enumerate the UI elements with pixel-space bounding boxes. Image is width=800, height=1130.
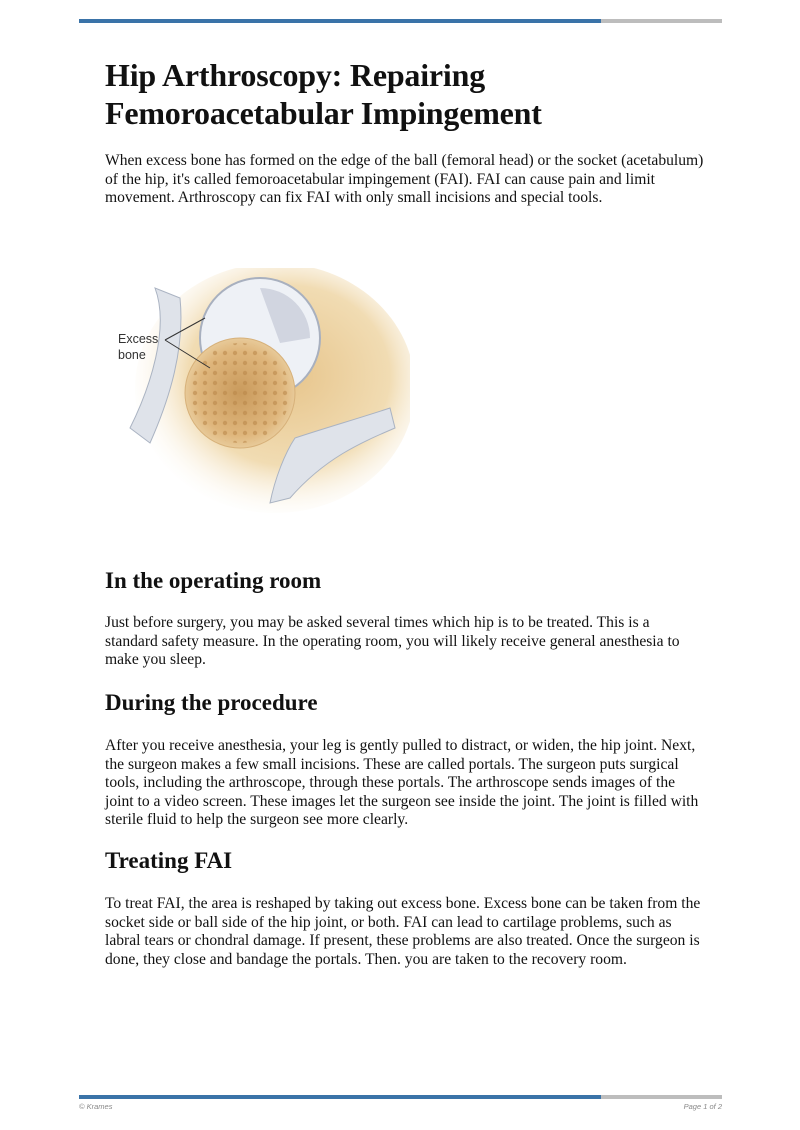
section-heading-operating-room: In the operating room [105, 568, 322, 593]
hip-joint-illustration [110, 268, 410, 538]
footer-progress-bar [79, 1095, 722, 1099]
figure-label-bone: bone [118, 348, 146, 362]
figure-label-excess: Excess [118, 332, 159, 346]
hip-illustration-svg [110, 268, 410, 538]
footer-copyright: © Krames [79, 1102, 113, 1111]
intro-paragraph: When excess bone has formed on the edge of the ball (femoral head) or the socket (acetabulum) of the hip, it's called femoroacetabular impingement (FAI). FAI can cause pain and limit movement. Arthroscopy can fix FAI with only small incisions and special tools. [105, 152, 704, 207]
section-body-during-procedure: After you receive anesthesia, your leg is gently pulled to distract, or widen, the hip joint. Next, the surgeon makes a few small incisions. These are called portals. The surgeon puts surgical tools, including the arthroscope, through these portals. The arthroscope sends images of the joint to a video screen. These images let the surgeon see inside the joint. The joint is filled with sterile fluid to help the surgeon see more clearly. [105, 737, 699, 829]
page-title: Hip Arthroscopy: Repairing Femoroacetabular Impingement [105, 57, 542, 131]
header-progress-fill [79, 19, 601, 23]
header-progress-bar [79, 19, 722, 23]
section-heading-treating-fai: Treating FAI [105, 848, 233, 873]
section-body-treating-fai: To treat FAI, the area is reshaped by taking out excess bone. Excess bone can be taken from the socket side or ball side of the hip joint, or both. FAI can lead to cartilage problems, such as labral tears or chondral damage. If present, these problems are also treated. Once the surgeon is done, they close and bandage the portals. Then. you are taken to the recovery room. [105, 895, 701, 968]
section-heading-during-procedure: During the procedure [105, 690, 318, 715]
footer-page-number: Page 1 of 2 [683, 1102, 722, 1111]
femoral-head-texture [190, 343, 290, 443]
section-body-operating-room: Just before surgery, you may be asked several times which hip is to be treated. This is a standard safety measure. In the operating room, you will likely receive general anesthesia to make you sleep. [105, 614, 680, 669]
footer-progress-fill [79, 1095, 601, 1099]
